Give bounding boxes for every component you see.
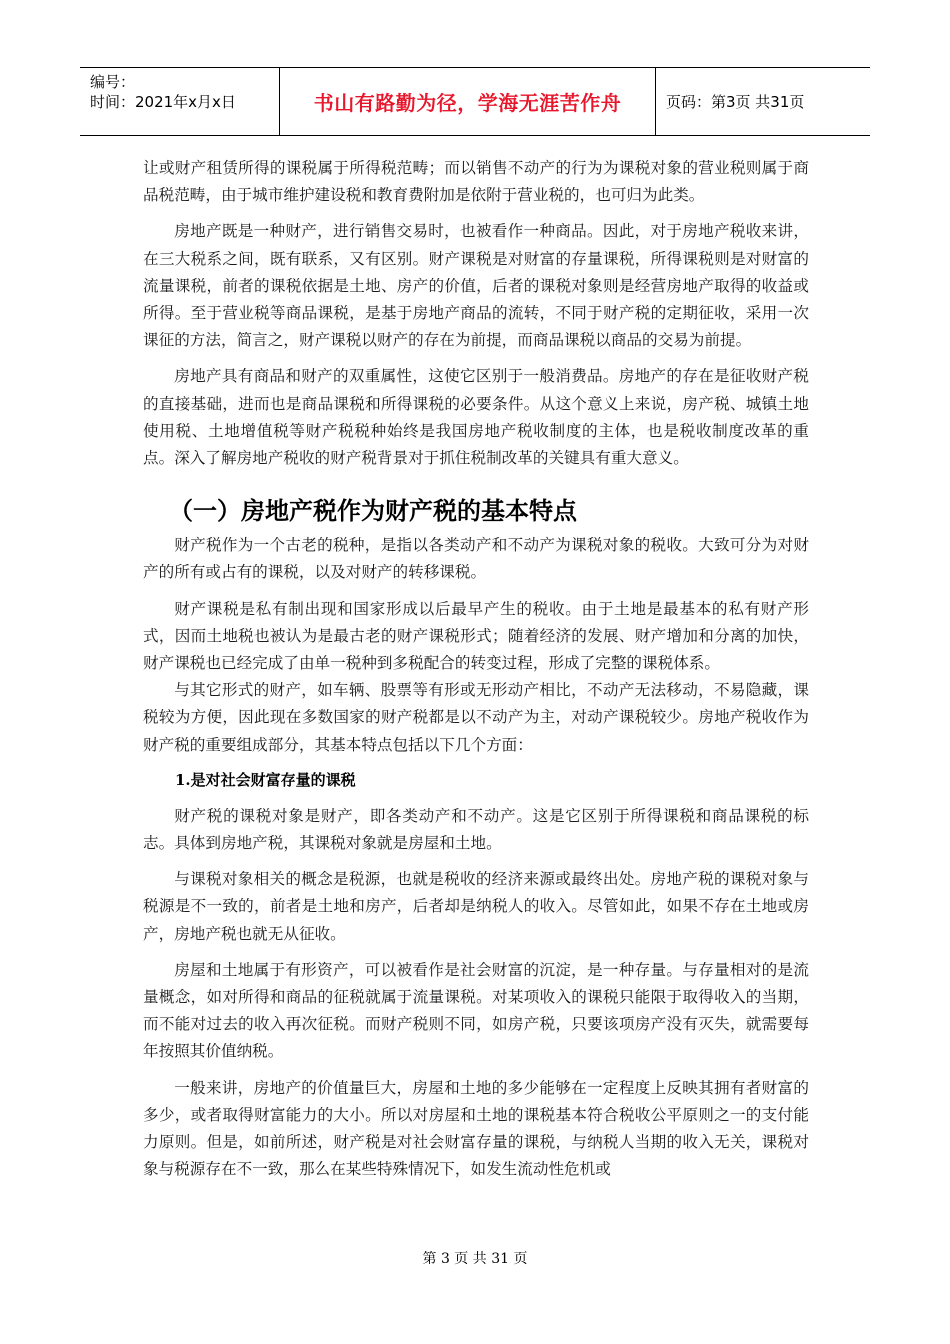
body-paragraph: 财产税的课税对象是财产，即各类动产和不动产。这是它区别于所得课税和商品课税的标志。具体到房地产税，其课税对象就是房屋和土地。 xyxy=(143,806,809,853)
body-paragraph: 让或财产租赁所得的课税属于所得税范畴；而以销售不动产的行为为课税对象的营业税则属于商品税范畴，由于城市维护建设税和教育费附加是依附于营业税的，也可归为此类。 xyxy=(143,159,809,205)
header-meta xyxy=(80,68,280,135)
body-paragraph: 财产课税是私有制出现和国家形成以后最早产生的税收。由于土地是最基本的私有财产形式，因而土地税也被认为是最古老的财产课税形式；随着经济的发展、财产增加和分离的加快，财产课税也已经完成了由单一税种到多税配合的转变过程，形成了完整的课税体系。 xyxy=(143,599,809,673)
body-paragraph: 房地产既是一种财产，进行销售交易时，也被看作一种商品。因此，对于房地产税收来讲，在三大税系之间，既有联系，又有区别。财产课税是对财富的存量课税，所得课税则是对财富的流量课税，前者的课税依据是土地、房产的价值，后者的课税对象则是经营房地产取得的收益或所得。至于营业税等商品课税，是基于房地产商品的流转，不同于财产税的定期征收，采用一次课征的方法，简言之，财产课税以财产的存在为前提，而商品课税以商品的交易为前提。 xyxy=(143,222,809,350)
body-paragraph: 房屋和土地属于有形资产，可以被看作是社会财富的沉淀，是一种存量。与存量相对的是流量概念，如对所得和商品的征税就属于流量课税。对某项收入的课税只能限于取得收入的当期，而不能对过去的收入再次征税。而财产税则不同，如房产税，只要该项房产没有灭失，就需要每年按照其价值纳税。 xyxy=(143,960,809,1061)
body-paragraph: 与其它形式的财产，如车辆、股票等有形或无形动产相比，不动产无法移动，不易隐藏，课税较为方便，因此现在多数国家的财产税都是以不动产为主，对动产课税较少。房地产税收作为财产税的重要组成部分，其基本特点包括以下几个方面： xyxy=(143,681,809,754)
page-footer: 第 3 页 共 31 页 xyxy=(422,1251,528,1267)
document-number-label: 编号： xyxy=(90,73,136,91)
document-body xyxy=(143,155,809,1193)
header-motto: 书山有路勤为径，学海无涯苦作舟 xyxy=(280,68,656,135)
body-paragraph: 与课税对象相关的概念是税源，也就是税收的经济来源或最终出处。房地产税的课税对象与税源是不一致的，前者是土地和房产，后者却是纳税人的收入。尽管如此，如果不存在土地或房产，房地产税也就无从征收。 xyxy=(143,870,809,943)
subsection-heading: 1.是对社会财富存量的课税 xyxy=(175,770,356,789)
body-paragraph: 财产税作为一个古老的税种，是指以各类动产和不动产为课税对象的税收。大致可分为对财产的所有或占有的课税，以及对财产的转移课税。 xyxy=(143,536,809,582)
page-header xyxy=(80,67,870,136)
body-paragraph: 一般来讲，房地产的价值量巨大，房屋和土地的多少能够在一定程度上反映其拥有者财富的多少，或者取得财富能力的大小。所以对房屋和土地的课税基本符合税收公平原则之一的支付能力原则。但是，如前所述，财产税是对社会财富存量的课税，与纳税人当期的收入无关，课税对象与税源存在不一致，那么在某些特殊情况下，如发生流动性危机或 xyxy=(143,1078,809,1179)
section-heading: （一）房地产税作为财产税的基本特点 xyxy=(169,497,577,526)
body-paragraph: 房地产具有商品和财产的双重属性，这使它区别于一般消费品。房地产的存在是征收财产税的直接基础，进而也是商品课税和所得课税的必要条件。从这个意义上来说，房产税、城镇土地使用税、土地增值税等财产税税种始终是我国房地产税收制度的主体，也是税收制度改革的重点。深入了解房地产税收的财产税背景对于抓住税制改革的关键具有重大意义。 xyxy=(143,367,809,468)
document-date-label: 时间：2021年x月x日 xyxy=(90,93,236,111)
header-page-number: 页码：第3页 共31页 xyxy=(666,93,805,111)
